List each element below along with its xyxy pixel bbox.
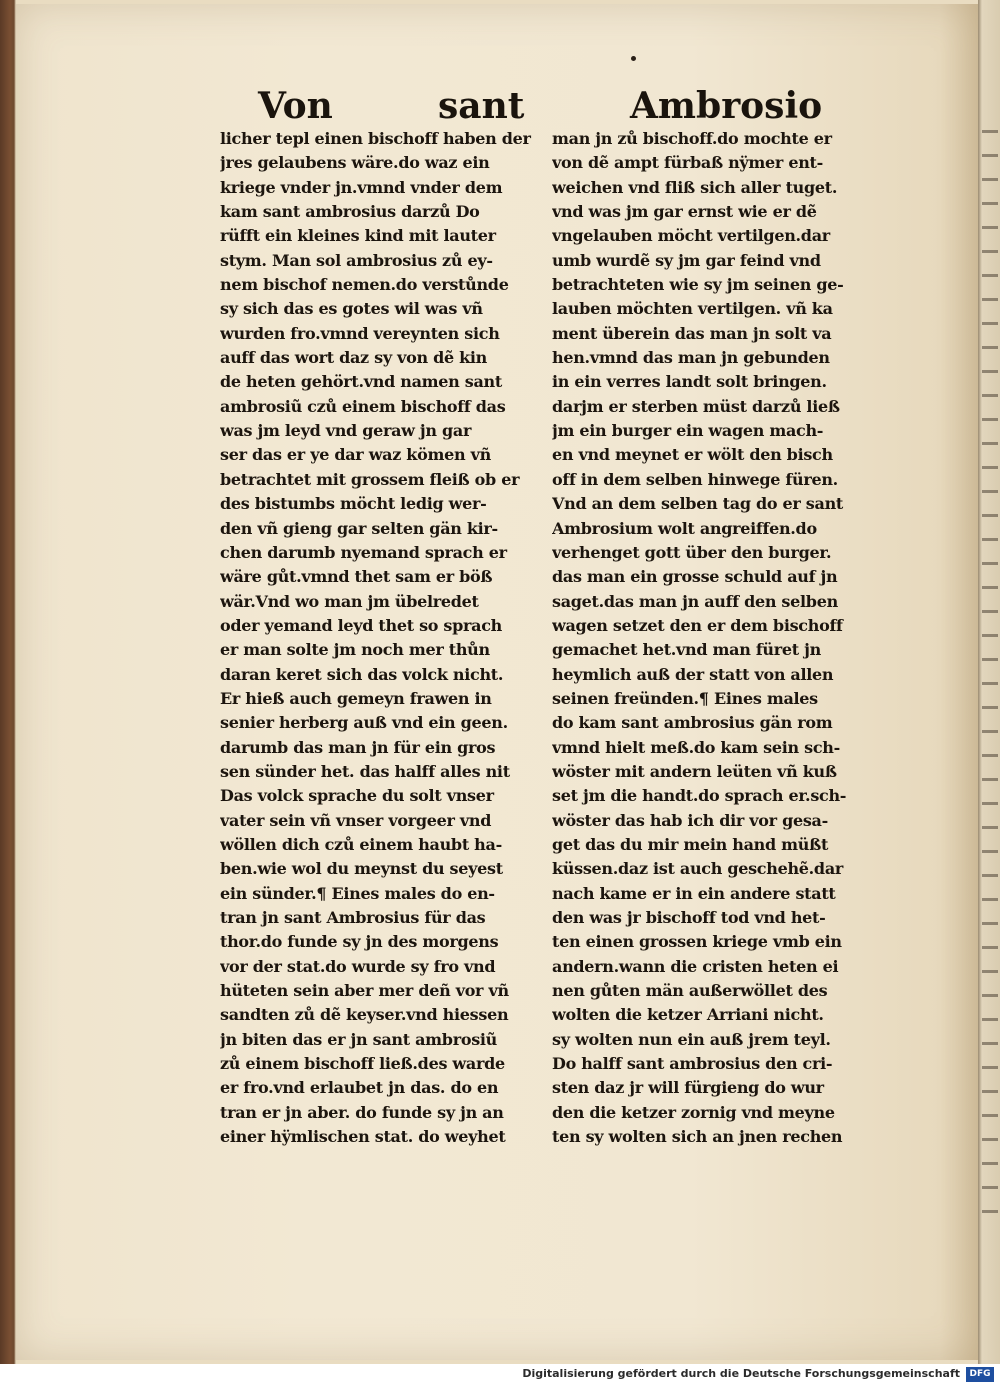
text-line: auff das wort daz sy von dẽ kin [220, 348, 487, 368]
text-line: von dẽ ampt fürbaß nÿmer ent- [552, 153, 823, 173]
text-line: nach kame er in ein andere statt [552, 883, 836, 903]
text-line: seinen freünden.¶ Eines males [552, 688, 818, 708]
text-line: einer hÿmlischen stat. do weyhet [220, 1127, 506, 1147]
adjacent-page-text-fragments [982, 120, 998, 1220]
text-line: jres gelaubens wäre.do waz ein [220, 153, 490, 173]
text-line: wäre gůt.vmnd thet sam er böß [220, 567, 493, 587]
text-line: off in dem selben hinwege füren. [552, 469, 838, 489]
text-line: Ambrosium wolt angreiffen.do [552, 518, 817, 538]
text-line: küssen.daz ist auch geschehẽ.dar [552, 859, 844, 879]
text-line: de heten gehört.vnd namen sant [220, 372, 502, 392]
text-line: betrachtet mit grossem fleiß ob er [220, 469, 520, 489]
text-line: wär.Vnd wo man jm übelredet [220, 591, 479, 611]
text-line: zů einem bischoff ließ.des warde [220, 1054, 505, 1074]
text-line: en vnd meynet er wölt den bisch [552, 445, 833, 465]
text-line: andern.wann die cristen heten ei [552, 956, 839, 976]
text-line: thor.do funde sy jn des morgens [220, 932, 499, 952]
text-line: darjm er sterben müst darzů ließ [552, 396, 840, 416]
text-line: in ein verres landt solt bringen. [552, 372, 827, 392]
text-line: Das volck sprache du solt vnser [220, 786, 494, 806]
ink-speck [631, 56, 636, 61]
text-line: den die ketzer zornig vnd meyne [552, 1102, 835, 1122]
running-head-left: Von [258, 85, 333, 127]
right-text-column [552, 127, 872, 1149]
text-line: jn biten das er jn sant ambrosiũ [220, 1029, 498, 1049]
text-line: umb wurdẽ sy jm gar feind vnd [552, 250, 821, 270]
funding-credit: Digitalisierung gefördert durch die Deutsche Forschungsgemeinschaft [522, 1367, 960, 1380]
text-line: weichen vnd fliß sich aller tuget. [552, 177, 838, 197]
dfg-logo: DFG [966, 1367, 994, 1382]
text-line: lauben möchten vertilgen. vñ ka [552, 299, 833, 319]
text-line: rüfft ein kleines kind mit lauter [220, 226, 496, 246]
text-line: Do halff sant ambrosius den cri- [552, 1054, 833, 1074]
text-line: ser das er ye dar waz kömen vñ [220, 445, 491, 465]
text-line: hen.vmnd das man jn gebunden [552, 348, 830, 368]
text-line: ment überein das man jn solt va [552, 323, 832, 343]
text-line: vngelauben möcht vertilgen.dar [552, 226, 830, 246]
text-line: sandten zů dẽ keyser.vnd hiessen [220, 1005, 509, 1025]
text-line: chen darumb nyemand sprach er [220, 542, 507, 562]
text-line: saget.das man jn auff den selben [552, 591, 838, 611]
text-line: gemachet het.vnd man füret jn [552, 640, 821, 660]
text-line: Vnd an dem selben tag do er sant [552, 494, 844, 514]
text-line: tran er jn aber. do funde sy jn an [220, 1102, 504, 1122]
text-line: den vñ gieng gar selten gän kir- [220, 518, 498, 538]
text-line: kriege vnder jn.vmnd vnder dem [220, 177, 503, 197]
text-line: stym. Man sol ambrosius zů ey- [220, 250, 493, 270]
text-line: den was jr bischoff tod vnd het- [552, 908, 826, 927]
text-line: wolten die ketzer Arriani nicht. [552, 1005, 824, 1025]
text-line: verhenget gott über den burger. [552, 542, 832, 562]
text-line: ten sy wolten sich an jnen rechen [552, 1127, 843, 1147]
footer-bar [0, 1364, 1000, 1386]
text-line: wöster mit andern leüten vñ kuß [552, 761, 837, 781]
text-line: vmnd hielt meß.do kam sein sch- [552, 737, 840, 757]
text-line: nem bischof nemen.do verstůnde [220, 275, 509, 295]
text-line: er fro.vnd erlaubet jn das. do en [220, 1078, 499, 1098]
text-line: wurden fro.vmnd vereynten sich [220, 323, 500, 343]
text-line: wöllen dich czů einem haubt ha- [220, 834, 502, 854]
text-line: sy wolten nun ein auß jrem teyl. [552, 1029, 831, 1049]
text-line: set jm die handt.do sprach er.sch- [552, 786, 847, 806]
text-line: oder yemand leyd thet so sprach [220, 615, 502, 635]
text-line: senier herberg auß vnd ein geen. [220, 713, 508, 733]
text-line: nen gůten män außerwöllet des [552, 981, 828, 1001]
text-line: vnd was jm gar ernst wie er dẽ [552, 202, 817, 222]
text-line: sy sich das es gotes wil was vñ [220, 299, 483, 319]
text-line: sen sünder het. das halff alles nit [220, 761, 510, 781]
running-head-right: Ambrosio [630, 85, 823, 127]
text-line: do kam sant ambrosius gän rom [552, 713, 833, 733]
text-line: get das du mir mein hand müßt [552, 834, 829, 854]
text-line: ambrosiũ czů einem bischoff das [220, 396, 506, 416]
text-line: vor der stat.do wurde sy fro vnd [220, 956, 496, 976]
text-line: wöster das hab ich dir vor gesa- [552, 810, 828, 830]
text-line: was jm leyd vnd geraw jn gar [220, 421, 472, 441]
text-line: jm ein burger ein wagen mach- [552, 421, 824, 441]
text-line: betrachteten wie sy jm seinen ge- [552, 275, 844, 295]
running-head-middle: sant [438, 85, 525, 127]
text-line: ben.wie wol du meynst du seyest [220, 859, 503, 879]
text-line: wagen setzet den er dem bischoff [552, 615, 843, 635]
text-line: darumb das man jn für ein gros [220, 737, 496, 757]
text-line: kam sant ambrosius darzů Do [220, 202, 480, 222]
text-line: licher tepl einen bischoff haben der [220, 129, 531, 148]
text-line: ein sünder.¶ Eines males do en- [220, 883, 495, 903]
text-line: man jn zů bischoff.do mochte er [552, 129, 832, 148]
text-line: hüteten sein aber mer deñ vor vñ [220, 981, 509, 1001]
text-line: ten einen grossen kriege vmb ein [552, 932, 842, 952]
text-line: des bistumbs möcht ledig wer- [220, 494, 487, 514]
text-line: er man solte jm noch mer thůn [220, 640, 490, 660]
text-line: vater sein vñ vnser vorgeer vnd [220, 810, 492, 830]
left-text-column [220, 127, 538, 1149]
text-line: tran jn sant Ambrosius für das [220, 908, 486, 927]
text-line: daran keret sich das volck nicht. [220, 664, 504, 684]
text-line: das man ein grosse schuld auf jn [552, 567, 838, 587]
text-line: Er hieß auch gemeyn frawen in [220, 688, 492, 708]
text-line: sten daz jr will fürgieng do wur [552, 1078, 824, 1098]
text-line: heymlich auß der statt von allen [552, 664, 834, 684]
